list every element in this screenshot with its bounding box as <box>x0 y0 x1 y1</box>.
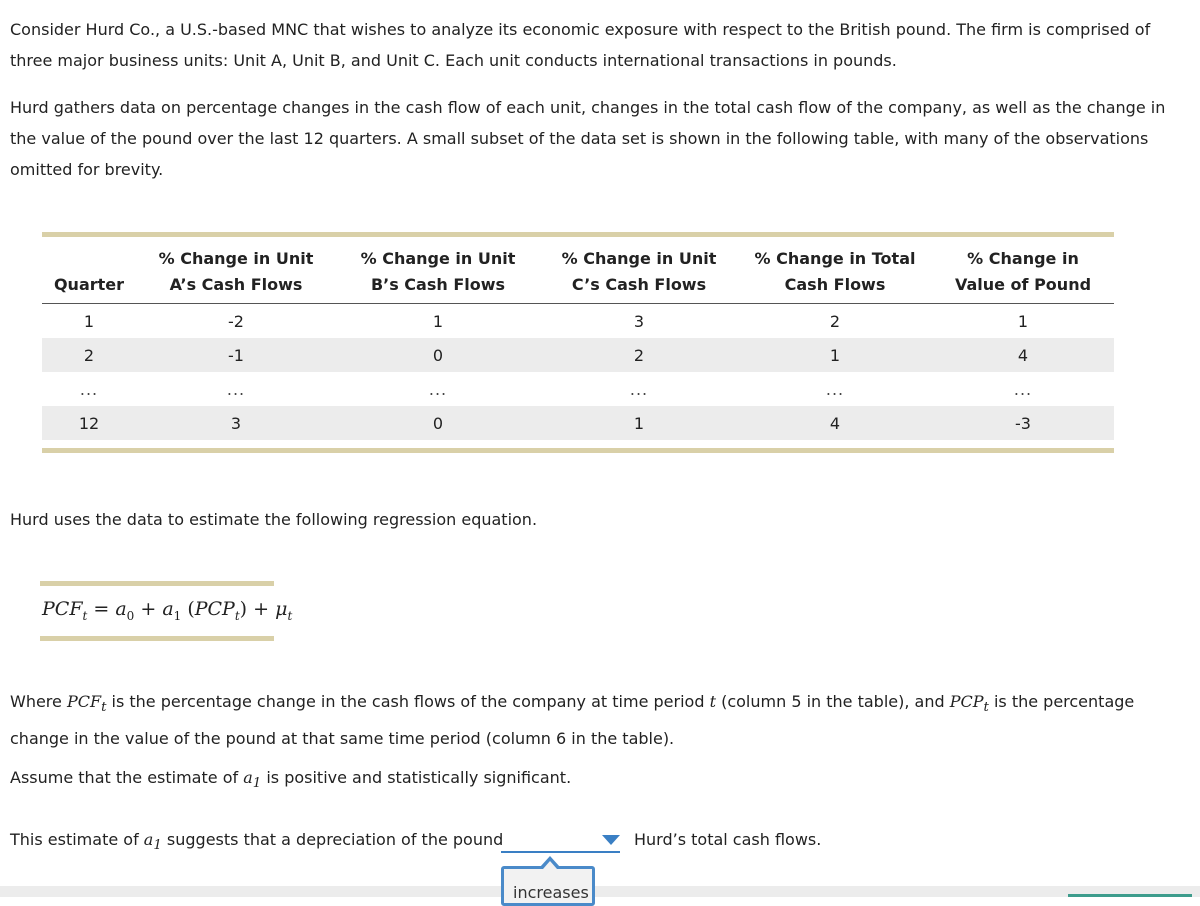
table-cell: 3 <box>136 406 336 440</box>
table-cell: ... <box>825 379 845 399</box>
table-header-row <box>42 237 1114 304</box>
assumption-text: Assume that the estimate of $a_1$ is positive and statistically significant. <box>10 768 572 792</box>
table-cell: ... <box>226 379 246 399</box>
table-cell: ... <box>79 379 99 399</box>
question-tail-text: Hurd’s total cash flows. <box>634 830 822 849</box>
table-cell: ... <box>428 379 448 399</box>
question-text: This estimate of $a_1$ suggests that a depreciation of the pound <box>10 830 504 854</box>
table-cell: 3 <box>633 311 645 331</box>
table-row-ellipsis <box>42 372 1114 406</box>
header-quarter: Quarter <box>42 237 136 304</box>
table-cell: 0 <box>336 406 540 440</box>
where-paragraph: Where $PCF_t$ is the percentage change in the cash flows of the company at time period t (column 5 in the table), and $PCP_t$ is the percentage change in the value of the pound at that same time period (column 6 in the table). <box>10 692 1135 749</box>
data-table <box>42 232 1114 453</box>
table-cell: 12 <box>42 406 136 440</box>
table-cell: ... <box>1013 379 1033 399</box>
table-cell: -1 <box>136 338 336 372</box>
table-row <box>42 406 1114 440</box>
table-cell: ... <box>629 379 649 399</box>
table-cell: 4 <box>738 406 932 440</box>
header-unit-c: % Change in Unit C’s Cash Flows <box>540 237 738 304</box>
header-total: % Change in Total Cash Flows <box>738 237 932 304</box>
table-cell: 1 <box>540 406 738 440</box>
table-cell: 1 <box>432 311 444 331</box>
bottom-bar <box>0 886 1200 897</box>
header-unit-b: % Change in Unit B’s Cash Flows <box>336 237 540 304</box>
table-cell: 2 <box>42 338 136 372</box>
table-cell: 2 <box>829 311 841 331</box>
table-bottom-rule <box>42 448 1114 453</box>
table-cell: 1 <box>83 311 95 331</box>
dropdown-options-popup <box>501 866 595 906</box>
table-cell: 1 <box>1017 311 1029 331</box>
equation-text: $PCF_t = a_0 + a_1$ $(PCP_t) + \mu_t$ <box>42 598 293 623</box>
intro-paragraph-2: Hurd gathers data on percentage changes in the cash flow of each unit, changes in the total cash flow of the company, as well as the change in the value of the pound over the last 12 quarters. A small subset of the data set is shown in the following table, with many of the observations omitted for brevity. <box>10 98 1166 179</box>
table-cell: 0 <box>336 338 540 372</box>
chevron-down-icon[interactable] <box>602 835 620 845</box>
table-cell: -3 <box>932 406 1114 440</box>
header-unit-a: % Change in Unit A’s Cash Flows <box>136 237 336 304</box>
equation-bottom-rule <box>40 636 274 641</box>
table-cell: 4 <box>932 338 1114 372</box>
header-pound: % Change in Value of Pound <box>932 237 1114 304</box>
intro-paragraph-1: Consider Hurd Co., a U.S.-based MNC that wishes to analyze its economic exposure with respect to the British pound. The firm is comprised of three major business units: Unit A, Unit B, and Unit C. Each unit conducts international transactions in pounds. <box>10 20 1151 70</box>
table-row <box>42 304 1114 339</box>
table-cell: 2 <box>540 338 738 372</box>
table-cell: 1 <box>738 338 932 372</box>
table-row <box>42 338 1114 372</box>
table-cell: -2 <box>228 311 244 331</box>
regression-equation <box>40 581 293 641</box>
dropdown-option-increases[interactable]: increases <box>513 883 589 902</box>
regression-intro: Hurd uses the data to estimate the following regression equation. <box>10 510 538 529</box>
popup-pointer-inner <box>543 861 557 869</box>
answer-dropdown[interactable] <box>501 826 620 853</box>
